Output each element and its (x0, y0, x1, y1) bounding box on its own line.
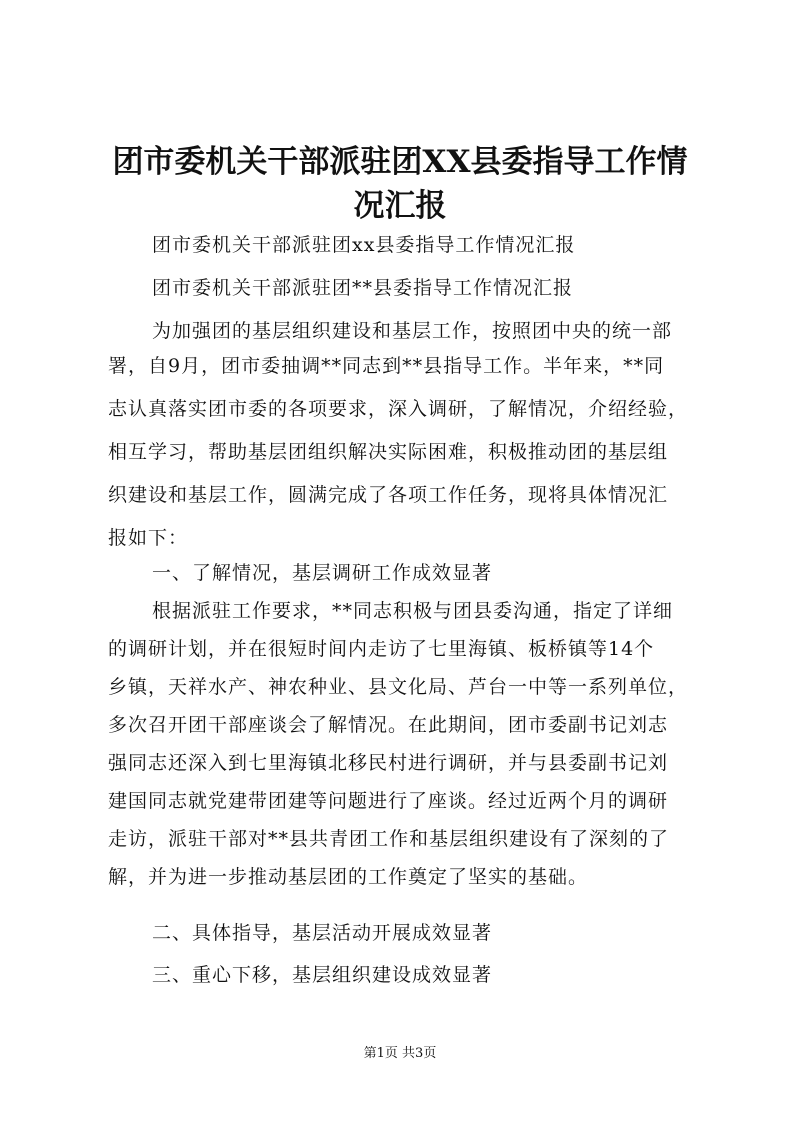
paragraph-line: 根据派驻工作要求，**同志积极与团县委沟通，指定了详细 (152, 600, 674, 622)
paragraph-line: 乡镇，天祥水产、神农种业、县文化局、芦台一中等一系列单位， (108, 676, 689, 698)
page-footer: 第1页 共3页 (363, 1046, 437, 1061)
paragraph-line: 报如下： (108, 527, 189, 549)
paragraph-line: 织建设和基层工作，圆满完成了各项工作任务，现将具体情况汇 (108, 484, 669, 506)
section-heading: 三、重心下移，基层组织建设成效显著 (152, 964, 493, 986)
section-heading: 一、了解情况，基层调研工作成效显著 (152, 562, 493, 584)
paragraph-line: 走访，派驻干部对**县共青团工作和基层组织建设有了深刻的了 (108, 828, 670, 850)
paragraph-line: 相互学习，帮助基层团组织解决实际困难，积极推动团的基层组 (108, 441, 669, 463)
paragraph-line: 署，自9月，团市委抽调**同志到**县指导工作。半年来，**同 (108, 355, 665, 377)
section-heading: 二、具体指导，基层活动开展成效显著 (152, 922, 493, 944)
subtitle-line: 团市委机关干部派驻团xx县委指导工作情况汇报 (152, 234, 576, 256)
subtitle-line: 团市委机关干部派驻团**县委指导工作情况汇报 (152, 277, 574, 299)
paragraph-line: 志认真落实团市委的各项要求，深入调研，了解情况，介绍经验， (108, 398, 689, 420)
paragraph-line: 为加强团的基层组织建设和基层工作，按照团中央的统一部 (152, 320, 673, 342)
paragraph-line: 解，并为进一步推动基层团的工作奠定了坚实的基础。 (108, 866, 589, 888)
paragraph-line: 建国同志就党建带团建等问题进行了座谈。经过近两个月的调研 (108, 790, 669, 812)
document-title: 团市委机关干部派驻团XX县委指导工作情况汇报 (112, 144, 688, 224)
paragraph-line: 的调研计划，并在很短时间内走访了七里海镇、板桥镇等14个 (108, 638, 655, 660)
paragraph-line: 强同志还深入到七里海镇北移民村进行调研，并与县委副书记刘 (108, 752, 669, 774)
paragraph-line: 多次召开团干部座谈会了解情况。在此期间，团市委副书记刘志 (108, 714, 669, 736)
